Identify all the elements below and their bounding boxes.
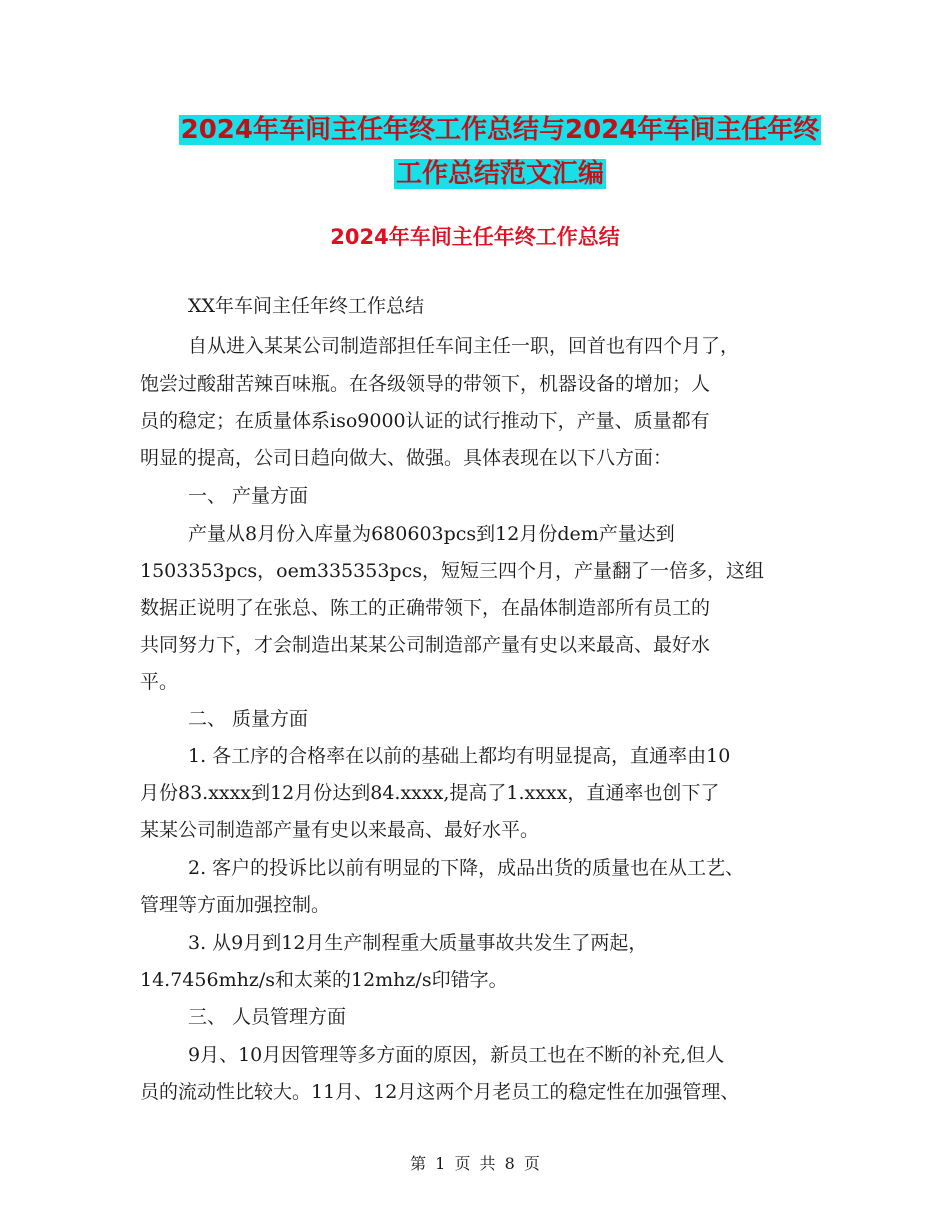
- section-title: 2024年车间主任年终工作总结: [330, 225, 620, 249]
- document-title-line-1-text: 2024年车间主任年终工作总结与2024年车间主任年终: [180, 115, 820, 145]
- document-title-line-2-text: 工作总结范文汇编: [395, 159, 604, 189]
- body-line: 员的流动性比较大。11月、12月这两个月老员工的稳定性在加强管理、: [140, 1081, 740, 1103]
- body-line: 明显的提高，公司日趋向做大、做强。具体表现在以下八方面：: [140, 447, 673, 469]
- body-line: 某某公司制造部产量有史以来最高、最好水平。: [140, 819, 540, 841]
- body-line: 月份83.xxxx到12月份达到84.xxxx,提高了1.xxxx，直通率也创下了: [140, 782, 720, 804]
- body-line: 饱尝过酸甜苦辣百味瓶。在各级领导的带领下，机器设备的增加；人: [140, 373, 711, 395]
- body-line-subtitle: XX年车间主任年终工作总结: [188, 295, 425, 317]
- body-line: 14.7456mhz/s和太莱的12mhz/s印错字。: [140, 969, 508, 991]
- body-line: 自从进入某某公司制造部担任车间主任一职，回首也有四个月了，: [188, 335, 740, 357]
- list-item-1: 1. 各工序的合格率在以前的基础上都均有明显提高，直通率由10: [188, 745, 731, 767]
- body-line: 产量从8月份入库量为680603pcs到12月份dem产量达到: [188, 523, 675, 545]
- document-title-line-1: [150, 108, 850, 152]
- section-heading-personnel: 三、 人员管理方面: [188, 1006, 347, 1028]
- list-item-2: 2. 客户的投诉比以前有明显的下降，成品出货的质量也在从工艺、: [188, 857, 745, 879]
- body-line: 9月、10月因管理等多方面的原因，新员工也在不断的补充,但人: [188, 1044, 725, 1066]
- document-title-line-2: [150, 152, 850, 196]
- body-line: 管理等方面加强控制。: [140, 894, 331, 916]
- body-line: 平。: [140, 671, 179, 693]
- page-indicator: 第 1 页 共 8 页: [410, 1154, 540, 1173]
- body-line: 员的稳定；在质量体系iso9000认证的试行推动下，产量、质量都有: [140, 410, 710, 432]
- section-heading-output: 一、 产量方面: [188, 485, 309, 507]
- list-item-3: 3. 从9月到12月生产制程重大质量事故共发生了两起，: [188, 932, 648, 954]
- body-line: 数据正说明了在张总、陈工的正确带领下，在晶体制造部所有员工的: [140, 597, 711, 619]
- body-line: 1503353pcs，oem335353pcs，短短三四个月，产量翻了一倍多，这组: [140, 560, 764, 582]
- section-heading-quality: 二、 质量方面: [188, 708, 309, 730]
- body-line: 共同努力下，才会制造出某某公司制造部产量有史以来最高、最好水: [140, 634, 711, 656]
